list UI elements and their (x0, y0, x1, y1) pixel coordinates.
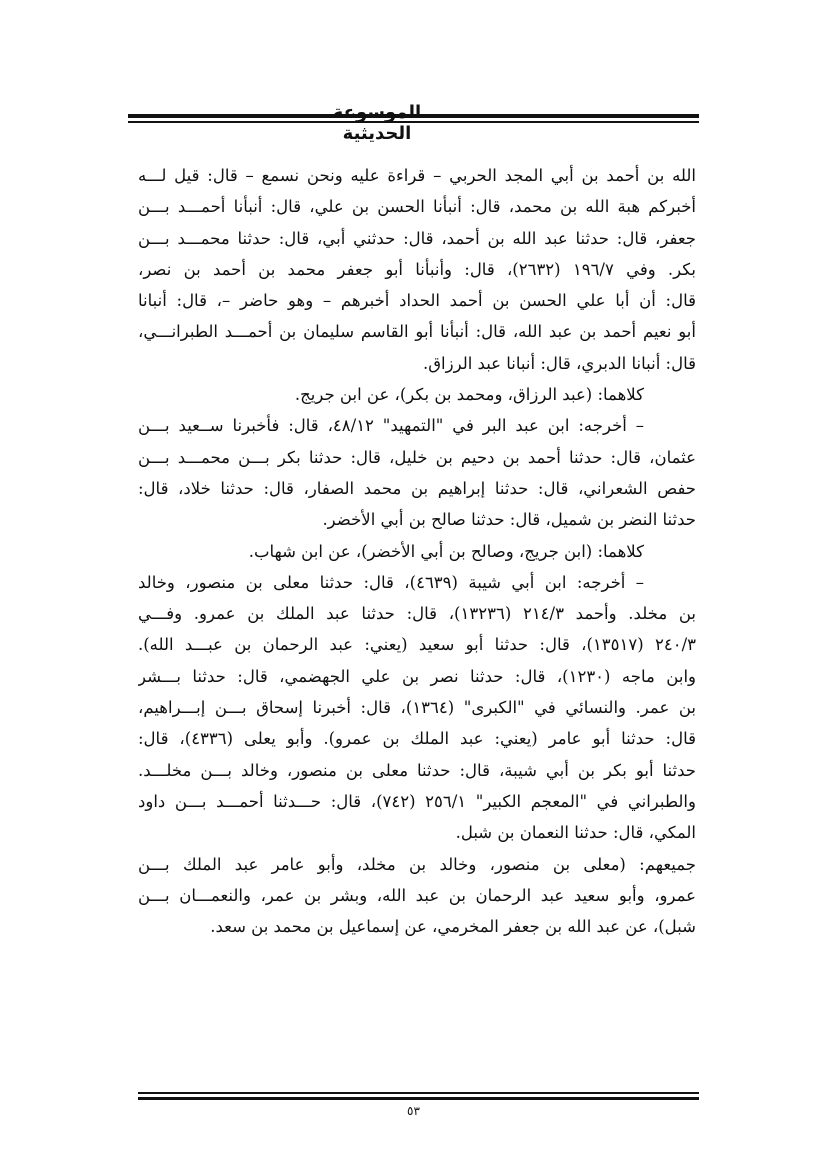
text-line: قال: أنبانا الدبري، قال: أنبانا عبد الرزاق. (422, 353, 696, 373)
header-rule-left (128, 114, 314, 123)
text-line: كلاهما: (عبد الرزاق، ومحمد بن بكر)، عن ابن جريج. (294, 385, 644, 405)
text-line: المكي، قال: حدثنا النعمان بن شبل. (455, 823, 696, 843)
text-line: أبو نعيم أحمد بن عبد الله، قال: أنبأنا أبو القاسم سليمان بن أحمـــد الطبرانـــي، (138, 322, 696, 342)
text-line: حدثنا النضر بن شميل، قال: حدثنا صالح بن أبي الأخضر. (322, 510, 696, 530)
page-number: ٥٣ (407, 1104, 420, 1118)
text-line: قال: أن أبا علي الحسن بن أحمد الحداد أخبرهم – وهو حاضر –، قال: أنبانا (138, 291, 696, 311)
text-line: بن مخلد. وأحمد ٢١٤/٣ (١٣٢٣٦)، قال: حدثنا عبد الملك بن عمرو. وفـــي (138, 604, 696, 624)
text-line: – أخرجه: ابن أبي شيبة (٤٦٣٩)، قال: حدثنا معلى بن منصور، وخالد (138, 572, 644, 592)
text-line: ٢٤٠/٣ (١٣٥١٧)، قال: حدثنا أبو سعيد (يعني: عبد الرحمان بن عبـــد الله). (138, 635, 696, 655)
header-rule-right (314, 114, 699, 123)
text-line: وابن ماجه (١٢٣٠)، قال: حدثنا نصر بن علي الجهضمي، قال: حدثنا بـــشر (138, 666, 696, 686)
footer-rule (138, 1092, 699, 1100)
text-line: جعفر، قال: حدثنا عبد الله بن أحمد، قال: حدثني أبي، قال: حدثنا محمـــد بـــن (138, 228, 696, 248)
text-line: أخبركم هبة الله بن محمد، قال: أنبأنا الحسن بن علي، قال: أنبأنا أحمـــد بـــن (138, 197, 696, 217)
text-line: الله بن أحمد بن أبي المجد الحربي – قراءة عليه ونحن نسمع – قال: قيل لـــه (138, 166, 696, 185)
text-line: قال: حدثنا أبو عامر (يعني: عبد الملك بن عمرو). وأبو يعلى (٤٣٣٦)، قال: (138, 729, 696, 749)
text-line: حفص الشعراني، قال: حدثنا إبراهيم بن محمد الصفار، قال: حدثنا خلاد، قال: (138, 478, 696, 498)
text-line: حدثنا أبو بكر بن أبي شيبة، قال: حدثنا معلى بن منصور، وخالد بـــن مخلـــد. (138, 760, 696, 780)
header-title: الموسوعة الحديثية (332, 102, 422, 144)
text-line: بن عمر. والنسائي في "الكبرى" (١٣٦٤)، قال: أخبرنا إسحاق بـــن إبـــراهيم، (138, 698, 696, 718)
text-line: عثمان، قال: حدثنا أحمد بن دحيم بن خليل، قال: حدثنا بكر بـــن محمـــد بـــن (138, 447, 696, 467)
text-line: كلاهما: (ابن جريج، وصالح بن أبي الأخضر)، عن ابن شهاب. (248, 541, 644, 561)
body-text (138, 160, 696, 942)
text-line: بكر. وفي ١٩٦/٧ (٢٦٣٢)، قال: وأنبأنا أبو جعفر محمد بن أحمد بن نصر، (138, 259, 696, 279)
text-line: جميعهم: (معلى بن منصور، وخالد بن مخلد، وأبو عامر عبد الملك بـــن (138, 854, 696, 874)
text-line: – أخرجه: ابن عبد البر في "التمهيد" ٤٨/١٢، قال: فأخبرنا ســعيد بـــن (138, 416, 644, 436)
text-line: عمرو، وأبو سعيد عبد الرحمان بن عبد الله، وبشر بن عمر، والنعمـــان بـــن (138, 885, 696, 905)
text-line: شبل)، عن عبد الله بن جعفر المخرمي، عن إسماعيل بن محمد بن سعد. (210, 917, 696, 937)
running-header (128, 102, 699, 144)
text-line: والطبراني في "المعجم الكبير" ٢٥٦/١ (٧٤٢)، قال: حـــدثنا أحمـــد بـــن داود (138, 791, 696, 811)
